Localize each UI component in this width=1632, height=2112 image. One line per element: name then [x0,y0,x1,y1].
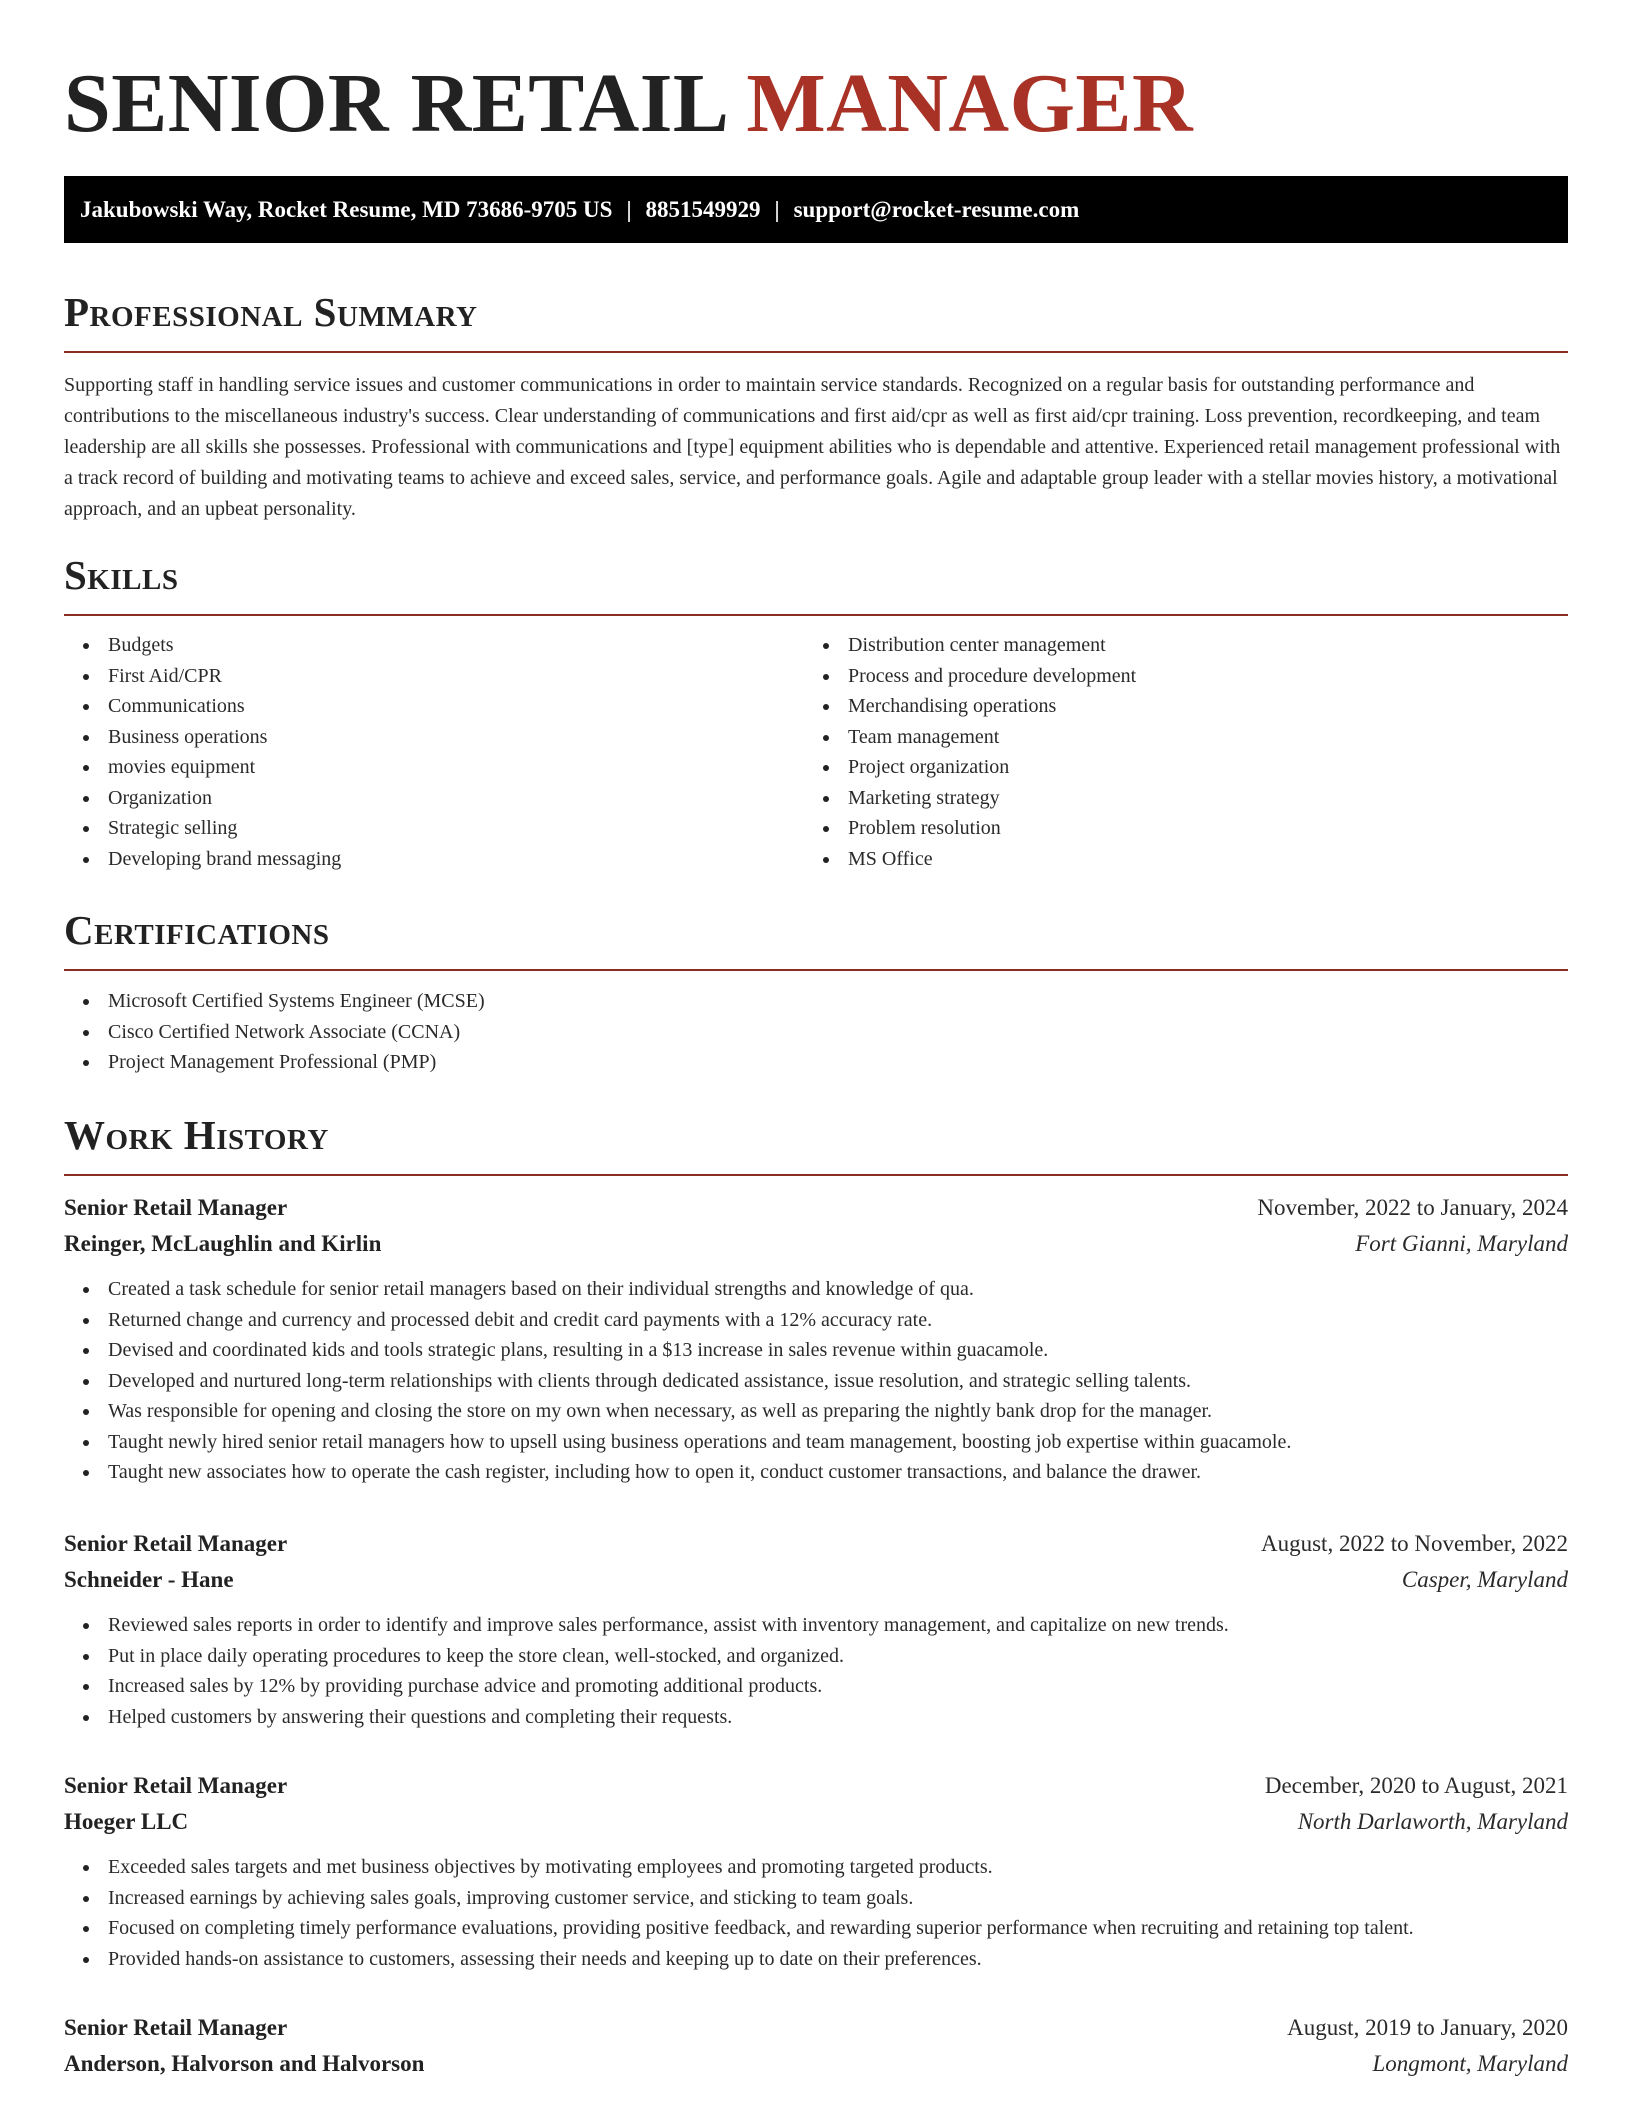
skill-item: MS Office [804,844,1136,875]
job-header-row [64,1768,1568,1804]
contact-bar [64,176,1568,243]
section-divider [64,614,1568,616]
job-dates: November, 2022 to January, 2024 [1257,1195,1568,1220]
job-duty-item: Increased earnings by achieving sales goals, improving customer service, and sticking to team goals. [64,1883,1568,1914]
job-title: Senior Retail Manager [64,1195,288,1220]
job-location: Longmont, Maryland [1372,2051,1568,2076]
skill-item: Project organization [804,752,1136,783]
name-last: MANAGER [746,57,1194,150]
contact-address: Jakubowski Way, Rocket Resume, MD 73686-9705 US [80,197,613,222]
certification-item: Cisco Certified Network Associate (CCNA) [64,1017,485,1048]
skill-item: Developing brand messaging [64,844,341,875]
job-header-row [64,1526,1568,1562]
skill-item: Organization [64,783,341,814]
job-entry [64,2010,1568,2082]
certification-item: Project Management Professional (PMP) [64,1047,485,1078]
job-title: Senior Retail Manager [64,2015,288,2040]
resume-page [64,0,1568,2076]
job-dates: August, 2019 to January, 2020 [1287,2015,1568,2040]
contact-phone: 8851549929 [645,197,761,222]
skills-list-right [804,630,1136,874]
job-duties-list [64,1610,1568,1732]
section-title-skills: Skills [64,552,179,598]
job-duty-item: Returned change and currency and processed debit and credit card payments with a 12% accuracy rate. [64,1305,1568,1336]
job-location: Casper, Maryland [1401,1567,1568,1592]
section-title-summary: Professional Summary [64,289,478,335]
job-duty-item: Put in place daily operating procedures to keep the store clean, well-stocked, and organized. [64,1641,1568,1672]
job-company: Schneider - Hane [64,1567,234,1592]
job-company: Anderson, Halvorson and Halvorson [64,2051,425,2076]
skill-item: Distribution center management [804,630,1136,661]
job-title: Senior Retail Manager [64,1773,288,1798]
summary-text: Supporting staff in handling service issues and customer communications in order to maintain service standards. Recognized on a regular basis for outstanding performance and contributions to the miscellaneous industry's success. Clear understanding of communications and first aid/cpr as well as first aid/cpr training. Loss prevention, recordkeeping, and team leadership are all skills she possesses. Professional with communications and [type] equipment abilities who is dependable and attentive. Experienced retail management professional with a track record of building and motivating teams to achieve and exceed sales, service, and performance goals. Agile and adaptable group leader with a stellar movies history, a motivational approach, and an upbeat personality. [64,374,1561,520]
job-dates: August, 2022 to November, 2022 [1261,1531,1568,1556]
section-divider [64,969,1568,971]
job-duty-item: Was responsible for opening and closing the store on my own when necessary, as well as preparing the nightly bank drop for the manager. [64,1396,1568,1427]
job-company-row [64,2046,1568,2082]
skill-item: Merchandising operations [804,691,1136,722]
job-entry [64,1768,1568,1974]
skill-item: Strategic selling [64,813,341,844]
job-company-row [64,1804,1568,1840]
job-duties-list [64,1274,1568,1488]
job-company: Reinger, McLaughlin and Kirlin [64,1231,382,1256]
certifications-list [64,986,485,1078]
skill-item: Problem resolution [804,813,1136,844]
skill-item: Communications [64,691,341,722]
job-title: Senior Retail Manager [64,1531,288,1556]
resume-name [64,0,1568,158]
skills-list-left [64,630,341,874]
job-duty-item: Taught new associates how to operate the cash register, including how to open it, conduct customer transactions, and balance the drawer. [64,1457,1568,1488]
job-duty-item: Reviewed sales reports in order to identify and improve sales performance, assist with inventory management, and capitalize on new trends. [64,1610,1568,1641]
section-title-work-history: Work History [64,1112,329,1158]
job-company: Hoeger LLC [64,1809,189,1834]
job-duty-item: Devised and coordinated kids and tools strategic plans, resulting in a $13 increase in sales revenue within guacamole. [64,1335,1568,1366]
job-entry [64,1526,1568,1732]
skill-item: Marketing strategy [804,783,1136,814]
contact-email: support@rocket-resume.com [793,197,1080,222]
job-duty-item: Provided hands-on assistance to customers, assessing their needs and keeping up to date on their preferences. [64,1944,1568,1975]
certification-item: Microsoft Certified Systems Engineer (MCSE) [64,986,485,1017]
job-duty-item: Exceeded sales targets and met business objectives by motivating employees and promoting targeted products. [64,1852,1568,1883]
job-location: Fort Gianni, Maryland [1355,1231,1568,1256]
skill-item: Team management [804,722,1136,753]
job-duties-list [64,1852,1568,1974]
job-entry [64,1190,1568,1488]
job-duty-item: Focused on completing timely performance evaluations, providing positive feedback, and rewarding superior performance when recruiting and retaining top talent. [64,1913,1568,1944]
job-dates: December, 2020 to August, 2021 [1264,1773,1568,1798]
job-header-row [64,2010,1568,2046]
job-duty-item: Created a task schedule for senior retail managers based on their individual strengths and knowledge of qua. [64,1274,1568,1305]
job-header-row [64,1190,1568,1226]
section-title-certifications: Certifications [64,907,330,953]
skill-item: movies equipment [64,752,341,783]
skill-item: Budgets [64,630,341,661]
skill-item: Process and procedure development [804,661,1136,692]
job-location: North Darlaworth, Maryland [1297,1809,1568,1834]
job-duty-item: Taught newly hired senior retail managers how to upsell using business operations and team management, boosting job expertise within guacamole. [64,1427,1568,1458]
job-duty-item: Increased sales by 12% by providing purchase advice and promoting additional products. [64,1671,1568,1702]
skill-item: First Aid/CPR [64,661,341,692]
job-duty-item: Helped customers by answering their questions and completing their requests. [64,1702,1568,1733]
job-company-row [64,1562,1568,1598]
skill-item: Business operations [64,722,341,753]
job-duty-item: Developed and nurtured long-term relationships with clients through dedicated assistance, issue resolution, and strategic selling talents. [64,1366,1568,1397]
name-first: SENIOR RETAIL [64,57,725,150]
section-divider [64,1174,1568,1176]
section-divider [64,351,1568,353]
job-company-row [64,1226,1568,1262]
contact-separator: | [774,197,780,222]
contact-separator: | [626,197,632,222]
